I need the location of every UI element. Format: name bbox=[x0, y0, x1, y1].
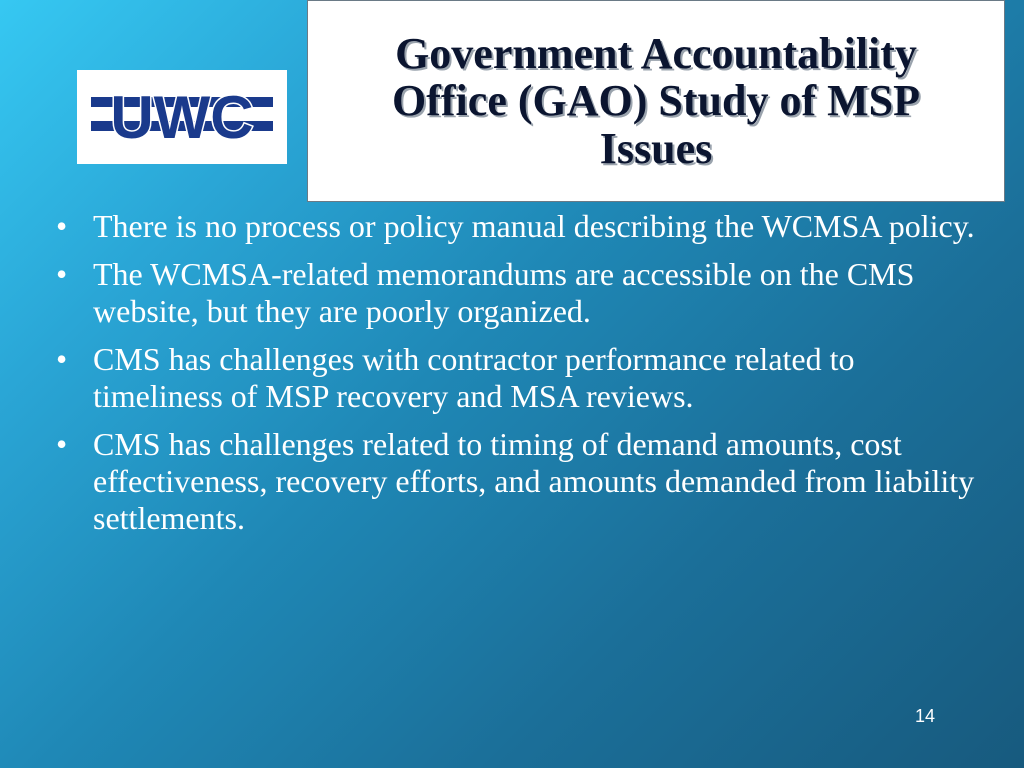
bullet-item: • CMS has challenges related to timing of demand amounts, cost effectiveness, recovery efforts, and amounts demanded from liability settlements. bbox=[56, 426, 986, 537]
bullet-item: • There is no process or policy manual describing the WCMSA policy. bbox=[56, 208, 986, 245]
slide-title: Government Accountability Office (GAO) Study of MSP Issues bbox=[392, 28, 920, 173]
bullet-list bbox=[56, 208, 986, 548]
bullet-item: • CMS has challenges with contractor performance related to timeliness of MSP recovery and MSA reviews. bbox=[56, 341, 986, 415]
page-number: 14 bbox=[914, 706, 936, 726]
uwc-logo-graphic bbox=[77, 70, 287, 164]
bullet-item: • The WCMSA-related memorandums are accessible on the CMS website, but they are poorly organized. bbox=[56, 256, 986, 330]
logo-text: UWC bbox=[110, 84, 254, 151]
uwc-logo bbox=[77, 70, 287, 164]
title-box bbox=[307, 0, 1005, 202]
